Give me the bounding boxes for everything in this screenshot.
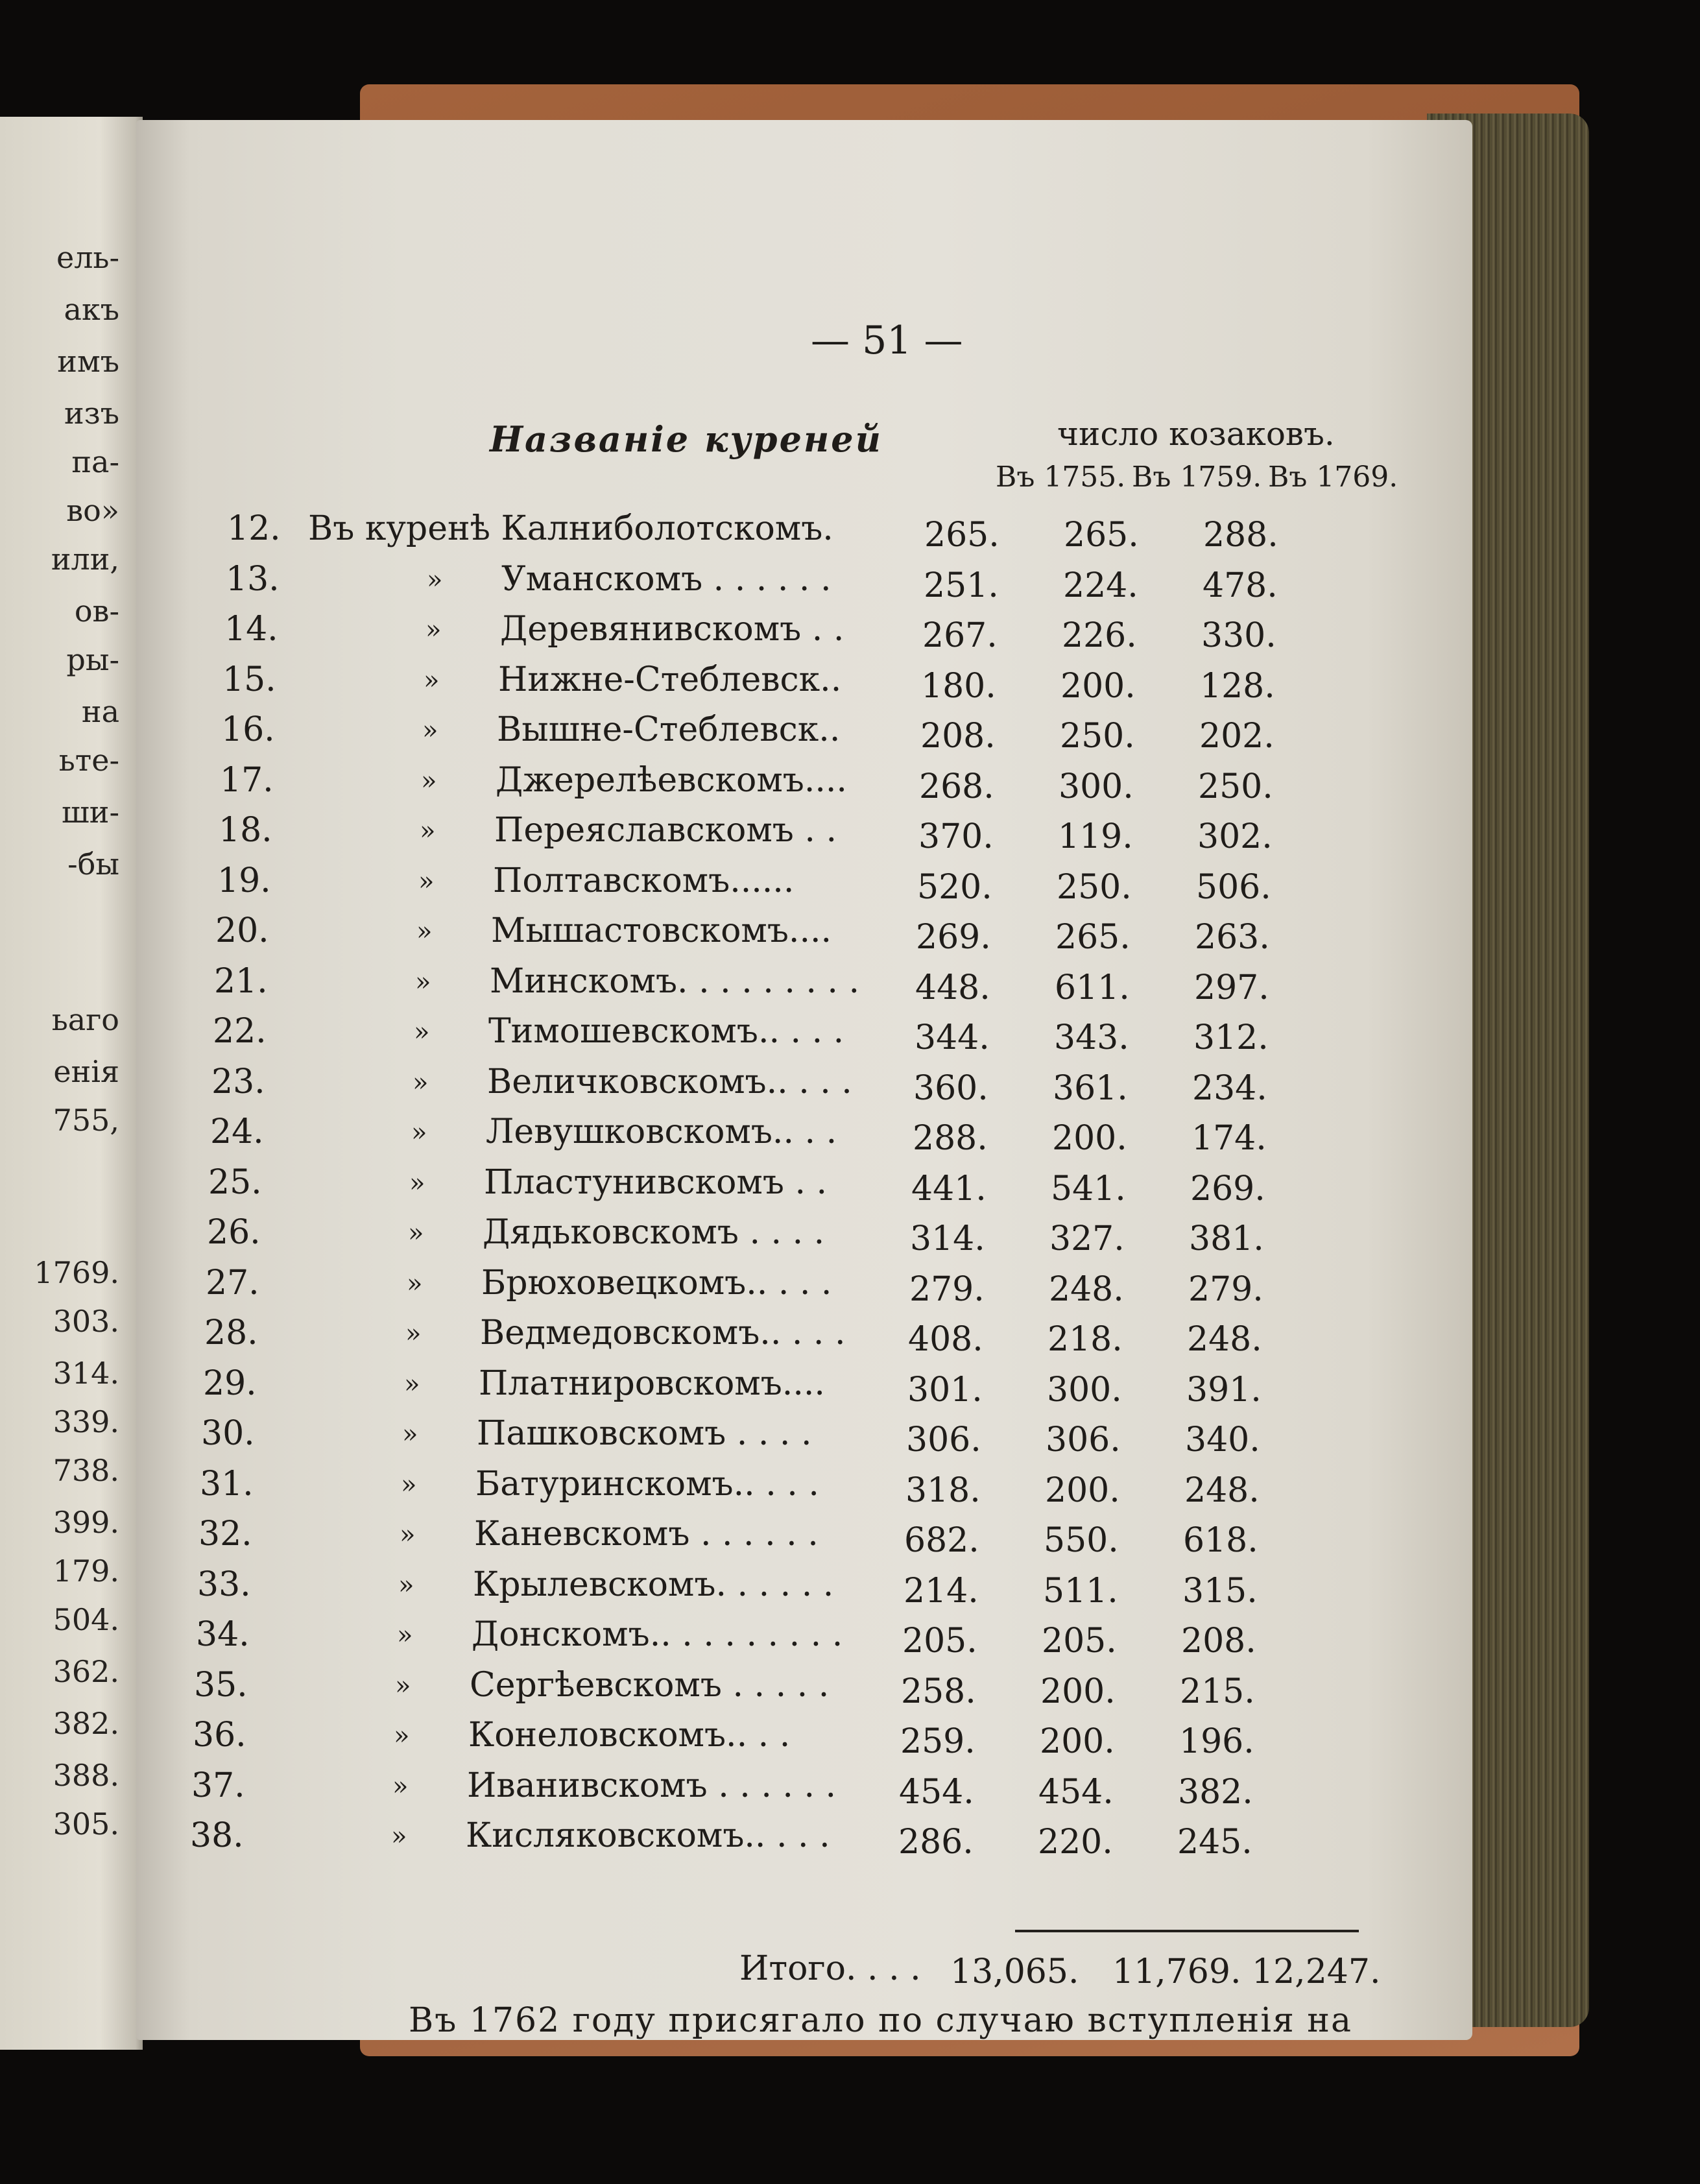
cossack-count-1755: 344. [915, 1018, 990, 1057]
left-page-text-fragment: акъ [64, 292, 119, 327]
cossack-count-1759: 250. [1057, 867, 1132, 907]
left-page-text-fragment: ель- [56, 240, 119, 275]
ditto-mark: » [416, 917, 433, 946]
left-page-text-fragment: ры- [66, 642, 119, 677]
cossack-count-1759: 224. [1063, 566, 1138, 605]
cossack-count-1755: 251. [924, 566, 999, 605]
kuren-name: Джерелѣевскомъ.... [496, 760, 847, 800]
cossack-count-1759: 454. [1038, 1772, 1114, 1812]
cossack-count-1759: 265. [1055, 918, 1131, 957]
ditto-mark: » [407, 1268, 423, 1299]
kuren-name: Нижне-Стеблевск.. [498, 660, 842, 699]
left-page-text-fragment: ши- [62, 795, 119, 830]
cossack-count-1755: 301. [907, 1370, 983, 1410]
cossack-count-1769: 288. [1203, 516, 1278, 555]
left-page-text-fragment: ьаго [51, 1002, 119, 1037]
cossack-count-1769: 174. [1191, 1119, 1267, 1158]
row-number: 13. [226, 559, 280, 599]
cossack-count-1759: 361. [1053, 1068, 1128, 1108]
row-number: 30. [201, 1414, 255, 1453]
row-number: 23. [211, 1062, 265, 1101]
total-1759: 11,769. [1112, 1952, 1241, 1991]
kuren-name: Тимошевскомъ.. . . . [488, 1012, 844, 1051]
kuren-name: Ведмедовскомъ.. . . . [480, 1314, 846, 1352]
row-number: 33. [197, 1565, 251, 1604]
row-number: 17. [220, 760, 274, 800]
ditto-mark: » [391, 1821, 407, 1851]
kuren-name: Крылевскомъ. . . . . . [473, 1565, 834, 1604]
year-header-1759: Въ 1759. [1132, 461, 1262, 494]
row-number: 38. [190, 1816, 244, 1855]
cossack-count-1759: 550. [1044, 1521, 1119, 1560]
cossack-count-1759: 200. [1040, 1722, 1115, 1761]
ditto-mark: » [404, 1369, 420, 1399]
kuren-name: Величковскомъ.. . . . [487, 1062, 852, 1101]
cossack-count-1759: 327. [1049, 1219, 1125, 1258]
cossack-count-1755: 286. [898, 1823, 974, 1862]
left-page-text-fragment: 1769. [34, 1255, 119, 1290]
left-page-text-fragment: 339. [53, 1404, 119, 1439]
row-number: 20. [215, 911, 269, 950]
kuren-name: Батуринскомъ.. . . . [475, 1464, 819, 1504]
cossack-count-1755: 269. [916, 918, 991, 957]
kuren-name: Полтавскомъ...... [493, 861, 795, 900]
kuren-name: Конеловскомъ.. . . [468, 1716, 791, 1755]
cossack-count-1755: 318. [905, 1470, 981, 1510]
cossack-count-1759: 226. [1062, 616, 1137, 655]
cossack-count-1755: 441. [911, 1169, 987, 1208]
cossack-count-1755: 267. [922, 616, 998, 655]
cossack-count-1769: 297. [1194, 968, 1269, 1007]
cossack-count-1755: 265. [924, 516, 1000, 555]
cossack-count-1769: 269. [1190, 1169, 1265, 1208]
ditto-mark: » [411, 1118, 427, 1147]
book-page [136, 120, 1472, 2040]
kuren-name: Уманскомъ . . . . . . [501, 559, 832, 599]
cossack-count-1755: 279. [909, 1269, 985, 1309]
kuren-name: Сергѣевскомъ . . . . . [470, 1665, 830, 1705]
cossack-count-1769: 302. [1197, 817, 1273, 856]
cossack-count-1769: 215. [1180, 1672, 1255, 1711]
left-page-text-fragment: 382. [53, 1706, 119, 1741]
cossack-count-1769: 330. [1201, 616, 1276, 655]
cossack-count-1755: 314. [910, 1219, 985, 1258]
kuren-name: Пашковскомъ . . . . [477, 1414, 812, 1453]
cossack-count-1755: 205. [902, 1622, 977, 1661]
cossack-count-1755: 454. [899, 1772, 974, 1812]
cossack-count-1759: 119. [1058, 817, 1133, 856]
left-page-text-fragment: 755, [53, 1103, 119, 1138]
ditto-mark: » [408, 1218, 424, 1248]
left-page-text-fragment: 738. [53, 1453, 119, 1488]
total-1769: 12,247. [1252, 1952, 1381, 1991]
row-number: 35. [194, 1665, 248, 1705]
cossack-count-1759: 218. [1048, 1320, 1123, 1359]
ditto-mark: » [427, 564, 443, 595]
kuren-name: Кисляковскомъ.. . . . [466, 1816, 830, 1855]
ditto-mark: » [392, 1771, 409, 1801]
kuren-name: Въ куренѣ Калниболотскомъ. [308, 509, 833, 548]
cossack-count-1755: 268. [919, 767, 994, 806]
cossack-count-1769: 279. [1188, 1269, 1263, 1309]
left-page-text-fragment: 388. [53, 1758, 119, 1793]
cossack-count-1755: 682. [904, 1521, 979, 1560]
row-number: 12. [227, 509, 281, 548]
ditto-mark: » [395, 1670, 411, 1701]
total-rule [1015, 1930, 1359, 1932]
kuren-name: Левушковскомъ.. . . [486, 1112, 837, 1151]
cossack-count-1769: 618. [1183, 1521, 1258, 1560]
year-header-1755: Въ 1755. [996, 461, 1126, 494]
cossack-count-1759: 541. [1051, 1169, 1126, 1208]
kuren-name: Каневскомъ . . . . . . [474, 1515, 819, 1554]
cossack-count-1755: 258. [901, 1672, 976, 1711]
left-page-text-fragment: -бы [67, 846, 119, 882]
row-number: 29. [203, 1363, 257, 1403]
left-page-text-fragment: ов- [74, 594, 119, 629]
ditto-mark: » [405, 1319, 422, 1349]
left-page-text-fragment: ьте- [58, 743, 119, 778]
row-number: 15. [222, 660, 276, 699]
left-page-text-fragment: имъ [57, 344, 119, 379]
count-column-header: число козаковъ. [1057, 415, 1335, 453]
kuren-name: Брюховецкомъ.. . . . [481, 1263, 832, 1302]
ditto-mark: » [422, 715, 438, 745]
cossack-count-1769: 312. [1193, 1018, 1269, 1057]
cossack-count-1769: 506. [1196, 867, 1271, 907]
kuren-name: Мышастовскомъ.... [491, 911, 832, 950]
cossack-count-1769: 234. [1192, 1068, 1267, 1108]
cossack-count-1755: 180. [921, 666, 996, 706]
ditto-mark: » [400, 1520, 416, 1550]
cossack-count-1759: 306. [1046, 1421, 1121, 1459]
cossack-count-1769: 391. [1186, 1370, 1262, 1410]
kuren-name: Донскомъ.. . . . . . . . . [472, 1615, 843, 1654]
kuren-name: Вышне-Стеблевск.. [497, 710, 841, 749]
row-number: 21. [214, 961, 268, 1001]
cossack-count-1759: 200. [1040, 1672, 1116, 1711]
left-page-text-fragment: па- [71, 444, 119, 479]
row-number: 22. [213, 1012, 267, 1051]
cossack-count-1759: 511. [1043, 1571, 1118, 1611]
total-1755: 13,065. [950, 1952, 1079, 1991]
cossack-count-1769: 202. [1199, 717, 1275, 756]
cossack-count-1759: 205. [1042, 1622, 1117, 1661]
cossack-count-1755: 288. [913, 1119, 988, 1158]
cossack-count-1759: 200. [1060, 666, 1136, 706]
cossack-count-1769: 382. [1178, 1772, 1253, 1812]
year-header-1769: Въ 1769. [1268, 461, 1398, 494]
ditto-mark: » [397, 1620, 413, 1650]
name-column-header: Названіе куреней [490, 418, 883, 460]
row-number: 19. [217, 861, 271, 900]
left-page-text-fragment: 303. [53, 1304, 119, 1339]
kuren-name: Дядьковскомъ . . . . [483, 1213, 825, 1252]
ditto-mark: » [425, 615, 442, 645]
left-page-text-fragment: на [81, 694, 119, 729]
ditto-mark: » [414, 1017, 430, 1047]
cossack-count-1769: 315. [1182, 1571, 1258, 1611]
left-page-text-fragment: изъ [64, 396, 119, 431]
kuren-name: Минскомъ. . . . . . . . . [490, 961, 860, 1001]
left-page-text-fragment: 305. [53, 1806, 119, 1842]
left-page-text-fragment: енія [53, 1054, 119, 1089]
ditto-mark: » [418, 866, 435, 896]
ditto-mark: » [401, 1469, 417, 1500]
row-number: 27. [206, 1263, 259, 1302]
row-number: 18. [219, 811, 272, 850]
kuren-name: Платнировскомъ.... [479, 1363, 825, 1403]
cossack-count-1759: 200. [1052, 1119, 1127, 1158]
row-number: 34. [196, 1615, 250, 1654]
ditto-mark: » [394, 1721, 410, 1751]
cossack-count-1755: 448. [915, 968, 990, 1007]
row-number: 16. [221, 710, 275, 749]
cossack-count-1769: 340. [1185, 1421, 1260, 1459]
left-page-text-fragment: 399. [53, 1505, 119, 1540]
cossack-count-1769: 250. [1198, 767, 1273, 806]
row-number: 24. [210, 1112, 264, 1151]
row-number: 36. [193, 1716, 246, 1755]
row-number: 37. [191, 1766, 245, 1805]
cossack-count-1755: 370. [918, 817, 994, 856]
cossack-count-1759: 300. [1047, 1370, 1122, 1410]
cossack-count-1755: 208. [920, 717, 996, 756]
cossack-count-1769: 248. [1187, 1320, 1262, 1359]
ditto-mark: » [424, 665, 440, 695]
continuation-line: Въ 1762 году присягало по случаю вступленія на [409, 2001, 1352, 2040]
cossack-count-1755: 408. [908, 1320, 983, 1359]
cossack-count-1755: 520. [917, 867, 992, 907]
cossack-count-1769: 478. [1203, 566, 1278, 605]
cossack-count-1769: 208. [1181, 1622, 1256, 1661]
total-label: Итого. . . . [739, 1949, 921, 1988]
cossack-count-1755: 360. [913, 1068, 988, 1108]
row-number: 14. [224, 610, 278, 649]
left-page-text-fragment: во» [66, 493, 119, 528]
cossack-count-1759: 220. [1038, 1823, 1113, 1862]
kuren-name: Иванивскомъ . . . . . . [467, 1766, 837, 1805]
cossack-count-1759: 200. [1045, 1470, 1120, 1510]
cossack-count-1759: 265. [1064, 516, 1139, 555]
cossack-count-1769: 263. [1195, 918, 1270, 957]
row-number: 26. [207, 1213, 261, 1252]
cossack-count-1769: 245. [1177, 1823, 1252, 1862]
row-number: 32. [198, 1515, 252, 1554]
kuren-name: Переяславскомъ . . [494, 811, 837, 850]
cossack-count-1769: 381. [1189, 1219, 1264, 1258]
ditto-mark: » [415, 966, 431, 997]
row-number: 31. [200, 1464, 254, 1504]
left-page-fragment [0, 117, 143, 2050]
left-page-text-fragment: или, [51, 542, 119, 577]
ditto-mark: » [402, 1419, 418, 1449]
cossack-count-1759: 300. [1059, 767, 1134, 806]
left-page-text-fragment: 179. [53, 1554, 119, 1589]
cossack-count-1769: 128. [1200, 666, 1275, 706]
cossack-count-1759: 343. [1054, 1018, 1129, 1057]
row-number: 25. [208, 1162, 262, 1202]
cossack-count-1759: 611. [1055, 968, 1130, 1007]
cossack-count-1755: 306. [906, 1421, 981, 1459]
cossack-count-1759: 248. [1049, 1269, 1124, 1309]
page-number: — 51 — [811, 318, 963, 363]
ditto-mark: » [398, 1570, 414, 1600]
row-number: 28. [204, 1314, 258, 1352]
ditto-mark: » [413, 1067, 429, 1098]
ditto-mark: » [420, 816, 436, 846]
cossack-count-1755: 214. [904, 1571, 979, 1611]
ditto-mark: » [409, 1168, 425, 1198]
left-page-text-fragment: 362. [53, 1654, 119, 1689]
cossack-count-1755: 259. [900, 1722, 976, 1761]
cossack-count-1759: 250. [1060, 717, 1135, 756]
left-page-text-fragment: 504. [53, 1602, 119, 1637]
kuren-name: Пластунивскомъ . . [484, 1162, 828, 1202]
ditto-mark: » [421, 765, 437, 796]
cossack-count-1769: 248. [1184, 1470, 1260, 1510]
cossack-count-1769: 196. [1179, 1722, 1254, 1761]
left-page-text-fragment: 314. [53, 1356, 119, 1391]
kuren-name: Деревянивскомъ . . [500, 610, 844, 649]
